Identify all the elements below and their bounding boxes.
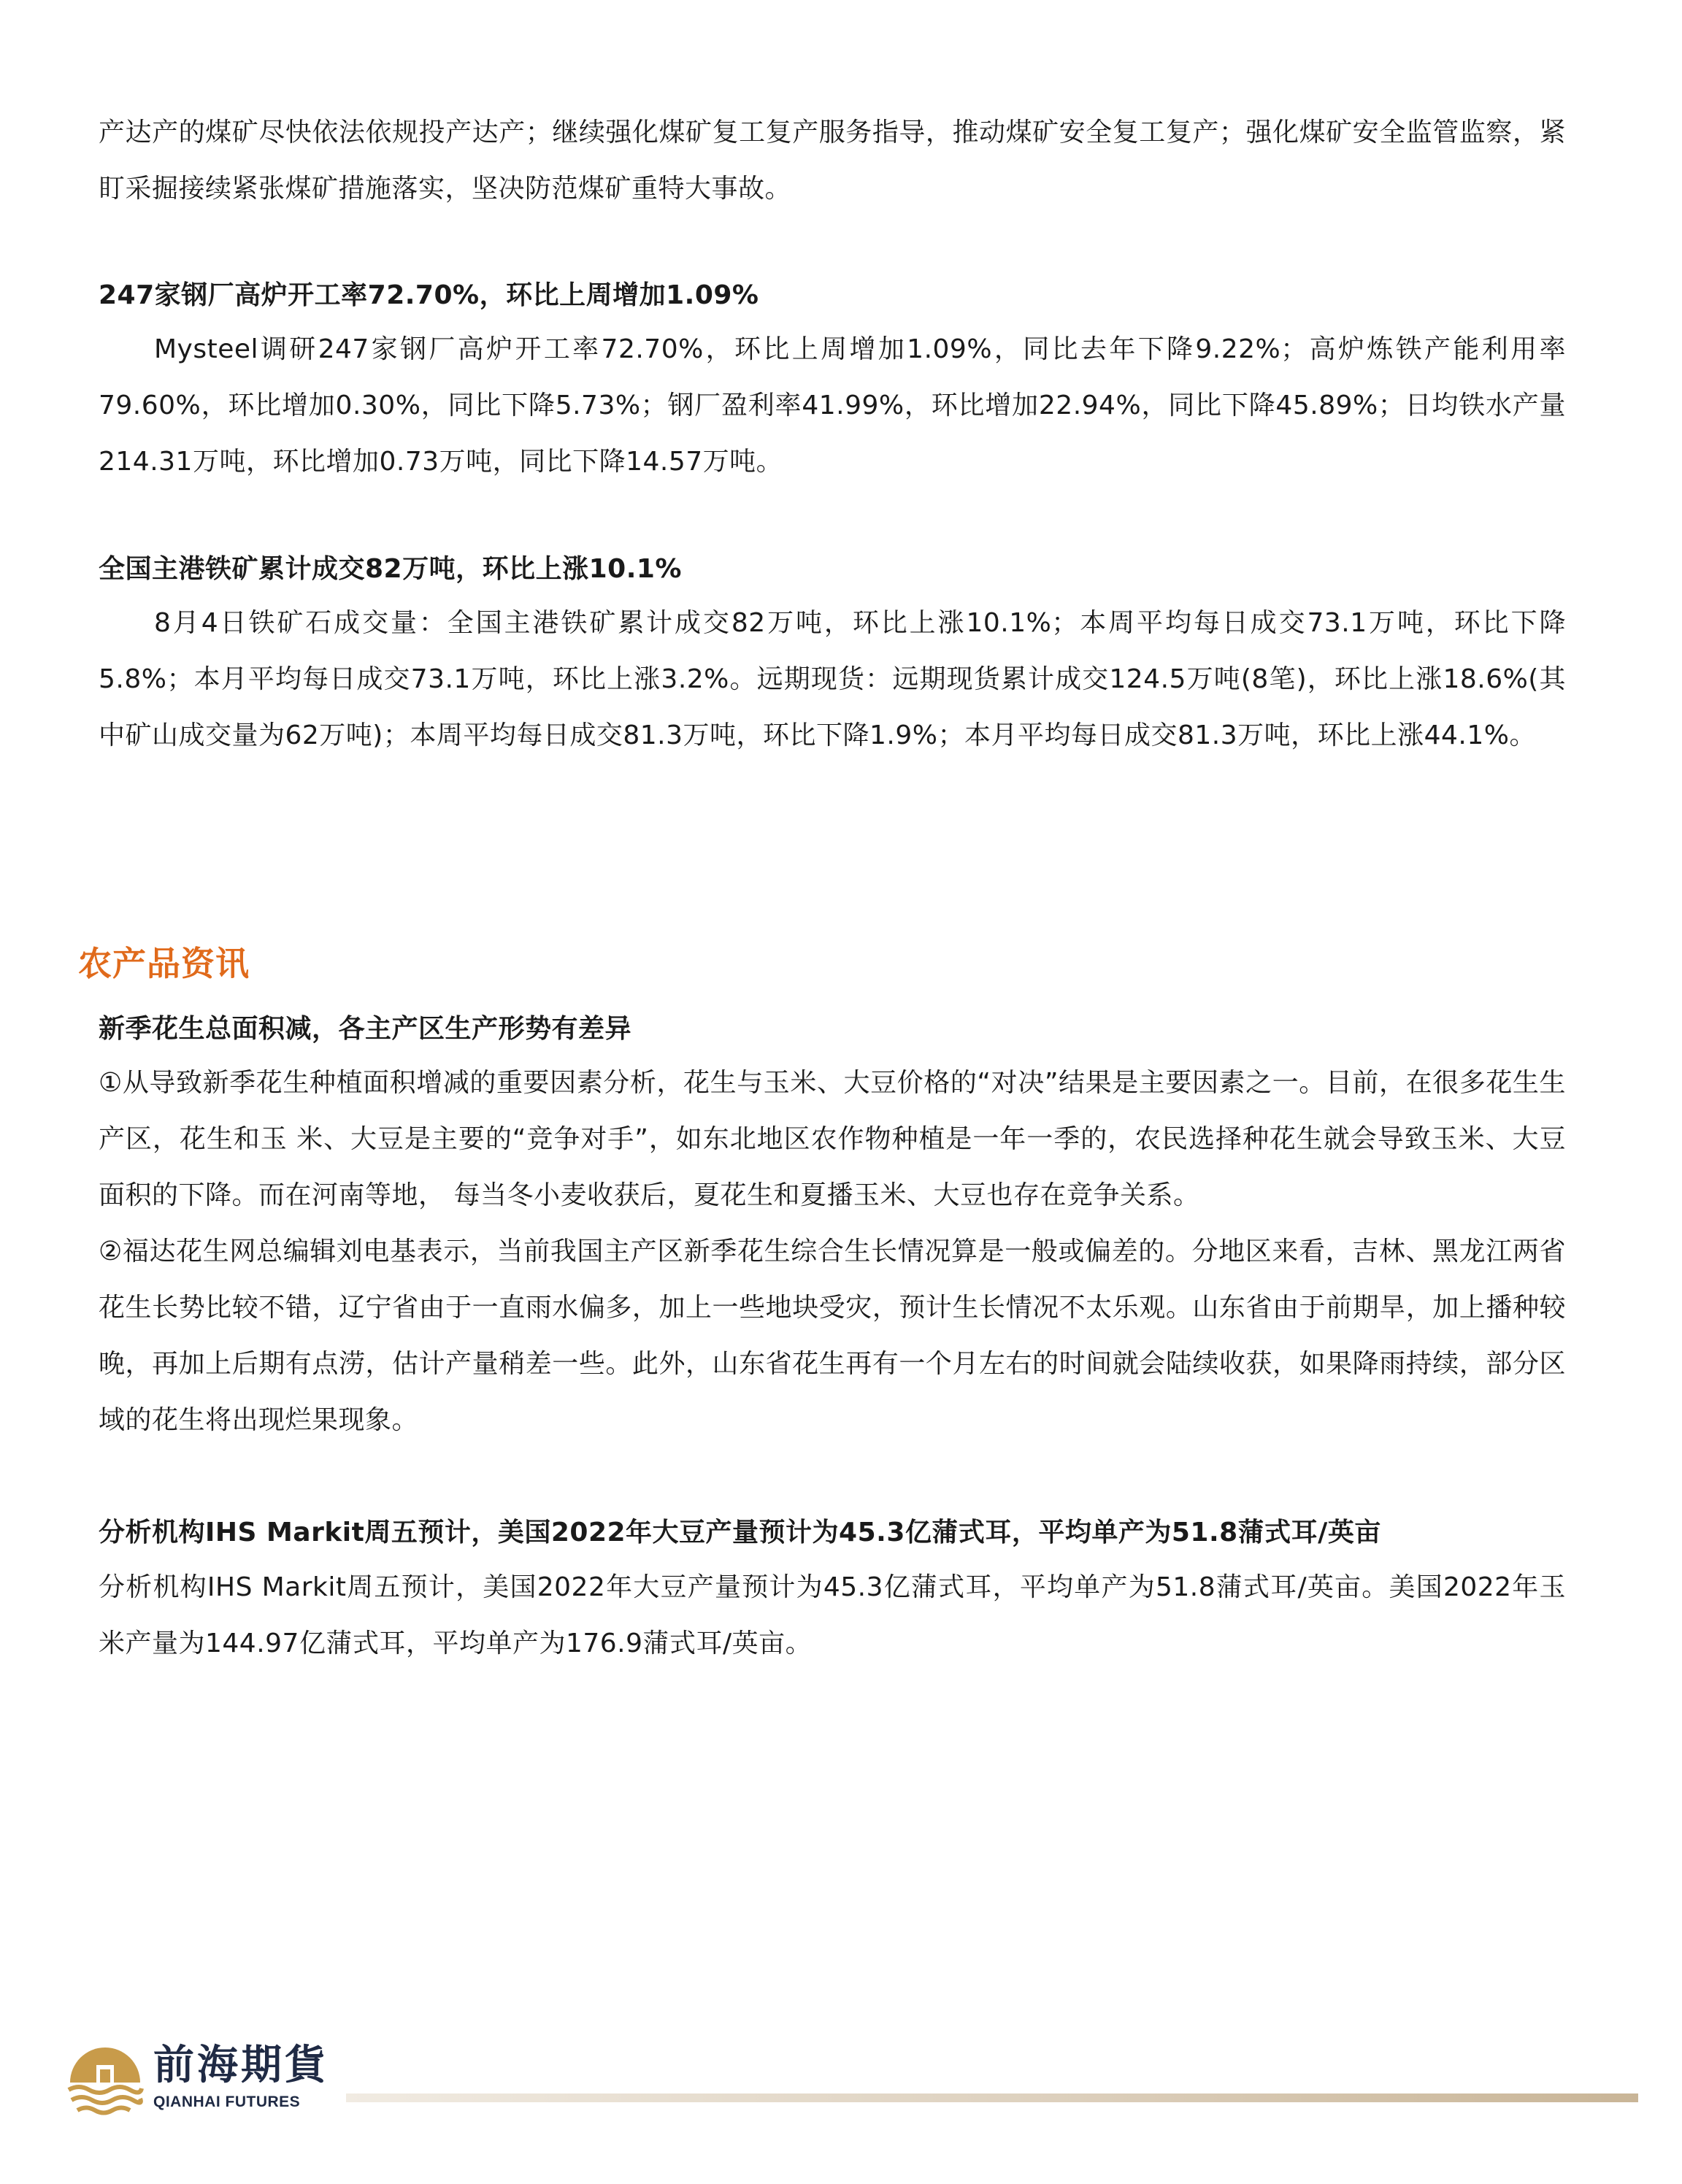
logo-chinese-name: 前海期貨 — [153, 2041, 329, 2089]
iron-ore-paragraph: 8月4日铁矿石成交量：全国主港铁矿累计成交82万吨，环比上涨10.1%；本周平均每日成交73.1万吨，环比下降5.8%；本月平均每日成交73.1万吨，环比上涨3.2%。远期现货：远期现货累计成交124.5万吨(8笔)，环比上涨18.6%(其中矿山成交量为62万吨)；本周平均每日成交81.3万吨，环比下降1.9%；本月平均每日成交81.3万吨，环比上涨44.1%。 — [99, 608, 1566, 750]
steel-paragraph: Mysteel调研247家钢厂高炉开工率72.70%，环比上周增加1.09%，同比去年下降9.22%；高炉炼铁产能利用率79.60%，环比增加0.30%，同比下降5.73%；钢厂盈利率41.99%，环比增加22.94%，同比下降45.89%；日均铁水产量214.31万吨，环比增加0.73万吨，同比下降14.57万吨。 — [99, 334, 1566, 477]
peanut-heading: 新季花生总面积减，各主产区生产形势有差异 — [99, 1014, 632, 1044]
page-footer — [64, 2040, 1583, 2120]
qianhai-logo-icon — [64, 2040, 146, 2116]
footer-divider-bar — [346, 2093, 1638, 2102]
logo-english-name: QIANHAI FUTURES — [153, 2093, 301, 2110]
agri-section-title: 农产品资讯 — [78, 944, 250, 983]
steel-heading: 247家钢厂高炉开工率72.70%，环比上周增加1.09% — [99, 280, 759, 310]
iron-ore-heading: 全国主港铁矿累计成交82万吨，环比上涨10.1% — [99, 554, 682, 584]
coal-continuation-paragraph: 产达产的煤矿尽快依法依规投产达产；继续强化煤矿复工复产服务指导，推动煤矿安全复工复产；强化煤矿安全监管监察，紧盯采掘接续紧张煤矿措施落实，坚决防范煤矿重特大事故。 — [99, 118, 1566, 204]
peanut-paragraph-1: ①从导致新季花生种植面积增减的重要因素分析，花生与玉米、大豆价格的“对决”结果是主要因素之一。目前，在很多花生生产区，花生和玉 米、大豆是主要的“竞争对手”，如东北地区农作物种植是一年一季的，农民选择种花生就会导致玉米、大豆面积的下降。而在河南等地， 每当冬小麦收获后，夏花生和夏播玉米、大豆也存在竞争关系。 — [99, 1068, 1566, 1210]
peanut-paragraph-2: ②福达花生网总编辑刘电基表示，当前我国主产区新季花生综合生长情况算是一般或偏差的。分地区来看，吉林、黑龙江两省花生长势比较不错，辽宁省由于一直雨水偏多，加上一些地块受灾，预计生长情况不太乐观。山东省由于前期旱，加上播种较晚，再加上后期有点涝，估计产量稍差一些。此外，山东省花生再有一个月左右的时间就会陆续收获，如果降雨持续，部分区域的花生将出现烂果现象。 — [99, 1237, 1566, 1435]
soy-heading: 分析机构IHS Markit周五预计，美国2022年大豆产量预计为45.3亿蒲式耳，平均单产为51.8蒲式耳/英亩 — [99, 1518, 1381, 1547]
soy-paragraph: 分析机构IHS Markit周五预计，美国2022年大豆产量预计为45.3亿蒲式耳，平均单产为51.8蒲式耳/英亩。美国2022年玉米产量为144.97亿蒲式耳，平均单产为176.9蒲式耳/英亩。 — [99, 1572, 1566, 1658]
